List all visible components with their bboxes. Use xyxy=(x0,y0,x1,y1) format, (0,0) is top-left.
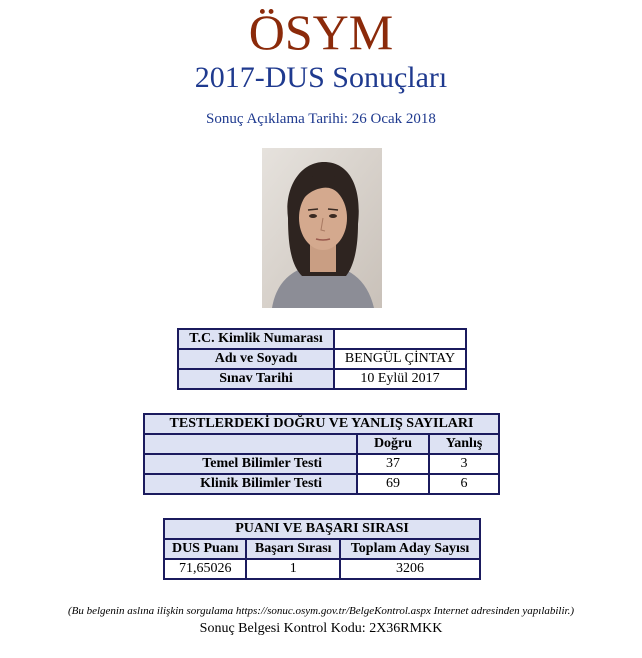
answers-header-blank xyxy=(144,434,357,454)
correct-count: 37 xyxy=(357,454,429,474)
candidate-photo xyxy=(262,148,382,308)
total-value: 3206 xyxy=(340,559,480,579)
score-table xyxy=(163,518,481,580)
score-value: 71,65026 xyxy=(164,559,246,579)
table-row xyxy=(164,559,480,579)
score-header: DUS Puanı xyxy=(164,539,246,559)
name-value: BENGÜL ÇİNTAY xyxy=(334,349,466,369)
rank-value: 1 xyxy=(246,559,340,579)
exam-date-value: 10 Eylül 2017 xyxy=(334,369,466,389)
correct-count: 69 xyxy=(357,474,429,494)
total-header: Toplam Aday Sayısı xyxy=(340,539,480,559)
wrong-count: 6 xyxy=(429,474,499,494)
wrong-header: Yanlış xyxy=(429,434,499,454)
exam-date-label: Sınav Tarihi xyxy=(178,369,334,389)
test-name: Klinik Bilimler Testi xyxy=(144,474,357,494)
answers-table xyxy=(143,413,500,495)
tc-value xyxy=(334,329,466,349)
control-code: Sonuç Belgesi Kontrol Kodu: 2X36RMKK xyxy=(199,621,443,636)
score-title: PUANI VE BAŞARI SIRASI xyxy=(164,519,480,539)
table-row xyxy=(144,454,499,474)
wrong-count: 3 xyxy=(429,454,499,474)
candidate-info-table xyxy=(177,328,467,390)
test-name: Temel Bilimler Testi xyxy=(144,454,357,474)
brand-title: ÖSYM xyxy=(248,4,394,60)
name-label: Adı ve Soyadı xyxy=(178,349,334,369)
rank-header: Başarı Sırası xyxy=(246,539,340,559)
tc-label: T.C. Kimlik Numarası xyxy=(178,329,334,349)
correct-header: Doğru xyxy=(357,434,429,454)
document-title: 2017-DUS Sonuçları xyxy=(194,61,448,94)
table-row xyxy=(144,474,499,494)
announcement-date: Sonuç Açıklama Tarihi: 26 Ocak 2018 xyxy=(206,111,436,127)
verification-note: (Bu belgenin aslına ilişkin sorgulama https://sonuc.osym.gov.tr/BelgeKontrol.aspx Internet adresinden yapılabilir.) xyxy=(67,605,575,617)
answers-title: TESTLERDEKİ DOĞRU VE YANLIŞ SAYILARI xyxy=(144,414,499,434)
